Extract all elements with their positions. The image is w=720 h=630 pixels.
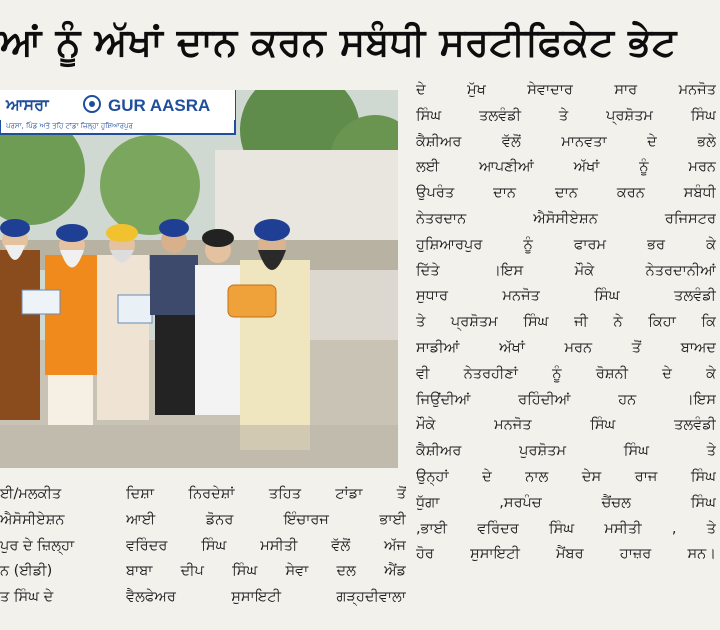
article-line: ਮੌਕੇ ਮਨਜੋਤ ਸਿੰਘ ਤਲਵੰਡੀ [416,417,716,434]
news-photo [0,90,398,468]
article-column-right [416,78,716,568]
article-line: ਈ/ਮਲਕੀਤ [0,486,62,502]
article-line: ਦੇ ਮੁੱਖ ਸੇਵਾਦਾਰ ਸਾਰ ਮਨਜੋਤ [416,82,716,98]
article-line: ਸਾਡੀਆਂ ਅੱਖਾਂ ਮਰਨ ਤੋਂ ਬਾਅਦ [416,339,716,356]
article-line: ,ਭਾਈ ਵਰਿੰਦਰ ਸਿੰਘ ਮਸੀਤੀ , ਤੇ [416,520,716,537]
article-column-middle [126,482,406,611]
article-line: ਬਾਬਾ ਦੀਪ ਸਿੰਘ ਸੇਵਾ ਦਲ ਐਂਡ [126,563,406,580]
banner-english: GUR AASRA [108,96,211,115]
article-line: ਸਿੰਘ ਤਲਵੰਡੀ ਤੇ ਪ੍ਰਸ਼ੋਤਮ ਸਿੰਘ [416,107,716,124]
article-line: ਤ ਸਿੰਘ ਦੇ [0,589,54,606]
article-line: ਕੈਸ਼ੀਅਰ ਪੁਰਸ਼ੋਤਮ ਸਿੰਘ ਤੇ [416,443,716,460]
article-line: ਪੁਰ ਦੇ ਜ਼ਿਲ੍ਹਾ [0,537,75,554]
article-line: ਦਿੱਤੇ ।ਇਸ ਮੌਕੇ ਨੇਤਰਦਾਨੀਆਂ [416,262,716,279]
headline: ਆਂ ਨੂੰ ਅੱਖਾਂ ਦਾਨ ਕਰਨ ਸਬੰਧੀ ਸਰਟੀਫਿਕੇਟ ਭੇਟ [0,20,677,64]
article-line: ਉਨ੍ਹਾਂ ਦੇ ਨਾਲ ਦੇਸ ਰਾਜ ਸਿੰਘ [416,468,716,485]
article-line: ਆਈ ਡੋਨਰ ਇੰਚਾਰਜ ਭਾਈ [126,511,406,528]
article-line: ਹੋਰ ਸੁਸਾਇਟੀ ਮੈਂਬਰ ਹਾਜ਼ਰ ਸਨ। [416,546,716,563]
banner-punjabi: ਆਸਰਾ [6,95,49,114]
article-line: ਵੈਲਫੇਅਰ ਸੁਸਾਇਟੀ ਗੜ੍ਹਦੀਵਾਲਾ [126,589,406,606]
article-line: ਵਰਿੰਦਰ ਸਿੰਘ ਮਸੀਤੀ ਵੱਲੋਂ ਅੱਜ [126,537,406,554]
article-line: ਐਸੋਸੀਏਸ਼ਨ [0,511,65,528]
article-line: ਧੁੱਗਾ ,ਸਰਪੰਚ ਚੈਂਚਲ ਸਿੰਘ [416,494,716,511]
article-line: ਵੀ ਨੇਤਰਹੀਣਾਂ ਨੂੰ ਰੋਸ਼ਨੀ ਦੇ ਕੇ [416,365,716,382]
gur-aasra-banner [0,90,235,134]
article-line: ਨ (ਈਡੀ) [0,563,53,580]
article-line: ਦਿਸ਼ਾ ਨਿਰਦੇਸ਼ਾਂ ਤਹਿਤ ਟਾਂਡਾ ਤੋਂ [126,486,406,502]
article-line: ਕੈਸ਼ੀਅਰ ਵੱਲੋਂ ਮਾਨਵਤਾ ਦੇ ਭਲੇ [416,133,716,150]
article-line: ਉਪਰੰਤ ਦਾਨ ਦਾਨ ਕਰਨ ਸਬੰਧੀ [416,185,716,202]
article-line: ਹੁਸ਼ਿਆਰਪੁਰ ਨੂੰ ਫਾਰਮ ਭਰ ਕੇ [416,236,716,253]
article-line: ਜਿਉਂਦੀਆਂ ਰਹਿੰਦੀਆਂ ਹਨ ।ਇਸ [416,391,716,408]
article-line: ਨੇਤਰਦਾਨ ਐਸੋਸੀਏਸ਼ਨ ਰਜਿਸਟਰ [416,210,716,227]
article-column-left [0,482,110,611]
article-line: ਲਈ ਆਪਣੀਆਂ ਅੱਖਾਂ ਨੂੰ ਮਰਨ [416,159,716,176]
article-line: ਤੇ ਪ੍ਰਸ਼ੋਤਮ ਸਿੰਘ ਜੀ ਨੇ ਕਿਹਾ ਕਿ [416,314,716,331]
banner-subline: ਪਰਸਾ, ਪਿੰਡ ਅਤੇ ਤਹਿ ਟਾਂਡਾ ਜ਼ਿਲ੍ਹਾ ਹੁਸ਼ਿਆਰਪੁਰ [6,122,133,130]
article-line: ਸੁਧਾਰ ਮਨਜੋਤ ਸਿੰਘ ਤਲਵੰਡੀ [416,288,716,305]
